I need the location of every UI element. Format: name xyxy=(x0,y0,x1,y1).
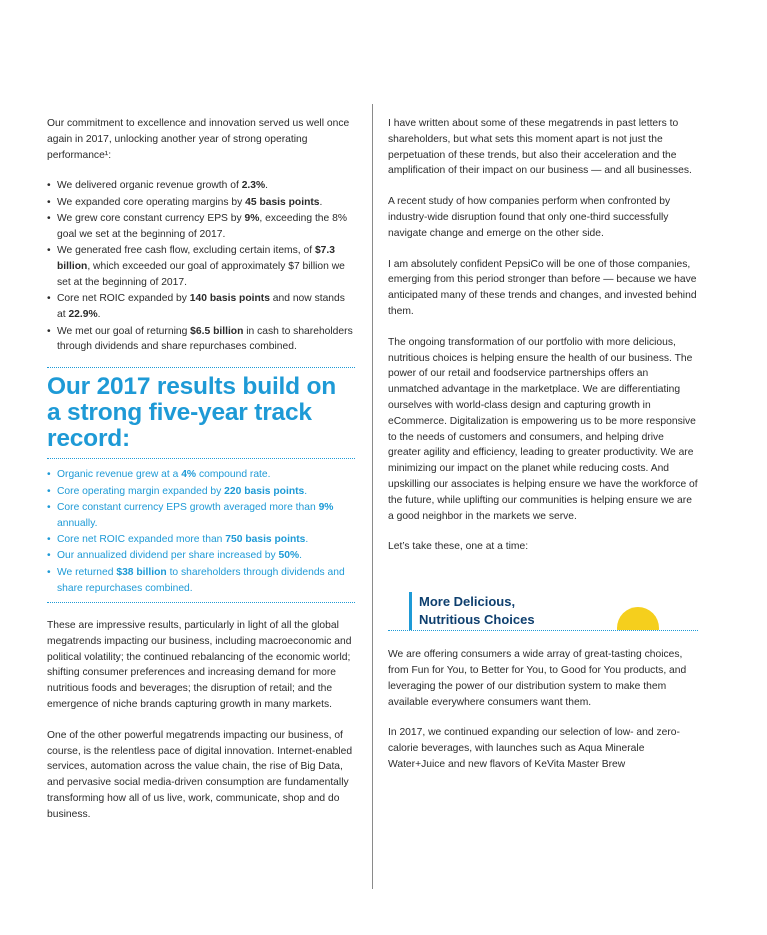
left-column xyxy=(47,116,355,823)
subsection-title xyxy=(419,593,535,628)
section-heading: Our 2017 results build on a strong five-year track record: xyxy=(47,367,355,459)
subsection-title-line: Nutritious Choices xyxy=(419,611,535,627)
right-column xyxy=(388,116,698,773)
results-list xyxy=(47,178,355,355)
body-paragraph: The ongoing transformation of our portfolio with more delicious, nutritious choices is helping ensure the health of our business. The power of our retail and foodservice partnerships offers an unmatched advantage in the marketplace. We are differentiating ourselves with world-class design and capturing growth in eCommerce. Digitalization is empowering us to be more responsive to the needs of customers and consumers, and helping drive greater agility and efficiency, leading to greater productivity. We are minimizing our impact on the planet while reducing costs. And upskilling our associates is helping ensure we have the workforce of the future, while uplifting our communities is helping ensure we are a good neighbor in the markets we serve. xyxy=(388,336,698,522)
sun-icon xyxy=(617,607,659,630)
subsection-title-line: More Delicious, xyxy=(419,594,516,610)
list-item: • Organic revenue grew at a 4% compound rate. xyxy=(47,467,355,483)
body-paragraph: A recent study of how companies perform when confronted by industry-wide disruption found that only one-third successfully navigate change and emerge on the other side. xyxy=(388,196,671,239)
accent-bar xyxy=(409,592,412,630)
subsection-heading xyxy=(388,592,698,631)
list-item: • Core net ROIC expanded more than 750 basis points. xyxy=(47,532,355,548)
list-item: • Core constant currency EPS growth averaged more than 9% annually. xyxy=(47,500,355,532)
list-item: • We generated free cash flow, excluding certain items, of $7.3 billion, which exceeded our goal of approximately $7 billion we set at the beginning of 2017. xyxy=(47,243,355,290)
list-item: • Core operating margin expanded by 220 basis points. xyxy=(47,484,355,500)
body-paragraph: We are offering consumers a wide array of great-tasting choices, from Fun for You, to Better for You, to Good for You products, and leveraging the power of our distribution system to make them available everywhere consumers want them. xyxy=(388,649,687,708)
list-item: • Our annualized dividend per share increased by 50%. xyxy=(47,548,355,564)
list-item: • We met our goal of returning $6.5 billion in cash to shareholders through dividends and share repurchases combined. xyxy=(47,324,355,356)
body-paragraph: I am absolutely confident PepsiCo will be one of those companies, emerging from this period stronger than before — because we have anticipated many of these trends and changes, and invested behind them. xyxy=(388,258,697,317)
column-divider xyxy=(372,104,373,889)
intro-paragraph: Our commitment to excellence and innovation served us well once again in 2017, unlocking another year of strong operating performance¹: xyxy=(47,118,350,161)
track-record-list xyxy=(47,467,355,596)
list-item: • We expanded core operating margins by 45 basis points. xyxy=(47,195,355,211)
body-paragraph: These are impressive results, particularly in light of all the global megatrends impacting our business, including macroeconomic and political volatility; the continued rebalancing of the economic world; shifting consumer preferences and increasing demand for more nutritious foods and beverages; the disruption of retail; and the emergence of niche brands capturing growth in many markets. xyxy=(47,620,352,711)
list-item: • We grew core constant currency EPS by 9%, exceeding the 8% goal we set at the beginning of 2017. xyxy=(47,211,355,243)
body-paragraph: Let’s take these, one at a time: xyxy=(388,541,529,553)
body-paragraph: I have written about some of these megatrends in past letters to shareholders, but what sets this moment apart is not just the perpetuation of these trends, but also their acceleration and the amplification of their impact on our business — and all businesses. xyxy=(388,118,692,177)
body-paragraph: One of the other powerful megatrends impacting our business, of course, is the relentless pace of digital innovation. Internet-enabled services, automation across the value chain, the rise of Big Data, and pervasive social media-driven consumption are fundamentally transforming how all of us live, work, communicate, shop and do business. xyxy=(47,729,353,820)
list-item: • We returned $38 billion to shareholders through dividends and share repurchases combined. xyxy=(47,565,355,597)
list-item: • We delivered organic revenue growth of 2.3%. xyxy=(47,178,355,194)
list-item: • Core net ROIC expanded by 140 basis points and now stands at 22.9%. xyxy=(47,291,355,323)
body-paragraph: In 2017, we continued expanding our selection of low- and zero-calorie beverages, with launches such as Aqua Minerale Water+Juice and new flavors of KeVita Master Brew xyxy=(388,727,680,770)
